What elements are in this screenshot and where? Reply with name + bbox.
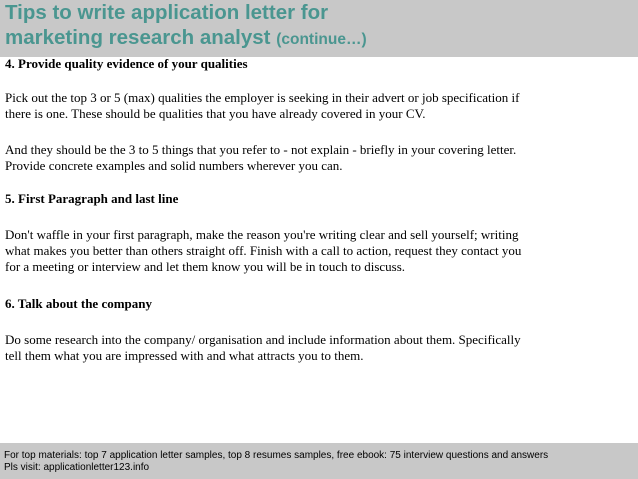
paragraph-qualities-line-1: Pick out the top 3 or 5 (max) qualities the employer is seeking in their advert or job specification if — [5, 90, 520, 105]
title-line-2: marketing research analyst — [5, 26, 271, 49]
title-line-1: Tips to write application letter for — [5, 1, 329, 24]
paragraph-examples-line-1: And they should be the 3 to 5 things that you refer to - not explain - briefly in your covering letter. — [5, 142, 517, 157]
footer-line-2: Pls visit: applicationletter123.info — [4, 462, 150, 473]
title-continue-suffix: (continue…) — [276, 31, 367, 48]
footer-line-1: For top materials: top 7 application letter samples, top 8 resumes samples, free ebook: 75 interview questions and answers — [4, 450, 549, 461]
paragraph-examples-line-2: Provide concrete examples and solid numbers wherever you can. — [5, 158, 343, 173]
footer-bar — [0, 443, 638, 479]
paragraph-qualities-line-2: there is one. These should be qualities that you have already covered in your CV. — [5, 106, 426, 121]
title-bar — [0, 0, 638, 57]
article-body — [5, 56, 633, 364]
section-heading-4: 4. Provide quality evidence of your qualities — [5, 56, 248, 71]
paragraph-first-line-1: Don't waffle in your first paragraph, make the reason you're writing clear and sell yourself; writing — [5, 227, 519, 242]
paragraph-first-line-3: for a meeting or interview and let them know you will be in touch to discuss. — [5, 259, 406, 274]
paragraph-company-line-2: tell them what you are impressed with and what attracts you to them. — [5, 348, 364, 363]
section-heading-6: 6. Talk about the company — [5, 296, 153, 311]
paragraph-first-line-2: what makes you better than others straight off. Finish with a call to action, request they contact you — [5, 243, 522, 258]
section-heading-5: 5. First Paragraph and last line — [5, 191, 179, 206]
page-title — [5, 0, 367, 52]
paragraph-company-line-1: Do some research into the company/ organisation and include information about them. Specifically — [5, 332, 521, 347]
